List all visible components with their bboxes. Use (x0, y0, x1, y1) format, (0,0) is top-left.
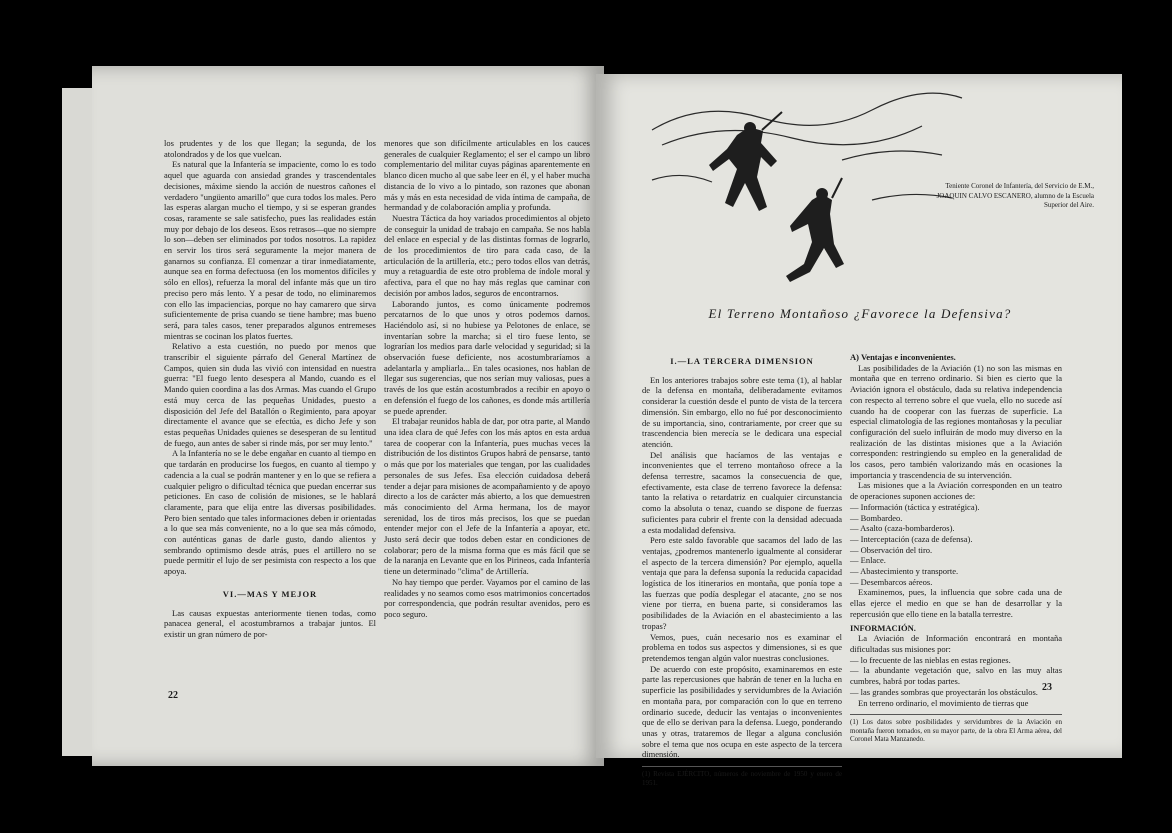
paragraph: El trabajar reunidos habla de dar, por otra parte, al Mando una idea clara de qué Jefes con los más aptos en esta ardua tarea de cooperar con la Infantería, pues muchas veces la distribución de los distintos Grupos habrá de pensarse, tanto o más que por los materiales que tengan, por las cualidades personales de sus Jefes. Esa elección cuidadosa deberá tender a dejar para misiones de acompañamiento y de apoyo directo a los de carácter más abierto, a los que demuestren más conocimiento del Arma hermana, los de mayor serenidad, los de tiros más precisos, los que se puedan entender mejor con el Jefe de la Infantería a apoyar, etc. Justo será decir que todos deben estar en condiciones de colaborar; pero de la misma forma que es más fácil que se de la naranja en Levante que en los Pirineos, cada Infantería tiene un determinado "clima" de Artillería. (384, 416, 590, 577)
list-item: — Interceptación (caza de defensa). (850, 533, 973, 544)
paragraph: Las misiones que a la Aviación corresponden en un teatro de operaciones suponen acciones de: (850, 480, 1062, 502)
section-heading: VI.—MAS Y MEJOR (222, 588, 318, 599)
list-item: — Abastecimiento y transporte. (850, 566, 959, 577)
article-title: El Terreno Montañoso ¿Favorece la Defensiva? (708, 306, 1012, 321)
author-credit: Teniente Coronel de Infantería, del Servicio de E.M., JOAQUIN CALVO ESCANERO, alumno de la Escuela Superior del Aire. (936, 182, 1094, 209)
list-item: — Enlace. (850, 555, 886, 566)
paragraph: Nuestra Táctica da hoy variados procedimientos al objeto de conseguir la unidad de trabajo en campaña. Se nos habla del enlace en especial y de las distintas formas de lograrlo, de los procedimientos de tiro para cada caso, de la articulación de la artillería, etc.; pero todos ellos van detrás, muy a retaguardia de este otro problema de índole moral y afectiva, para el que no hay más reglas que caminar con decisión por ambos lados, seguros de encontrarnos. (384, 212, 590, 298)
list-item: — Asalto (caza-bombarderos). (850, 523, 955, 534)
list-item: — Desembarcos aéreos. (850, 576, 933, 587)
list-item: — Bombardeo. (850, 512, 903, 523)
paragraph: menores que son difícilmente articulables en los cauces generales de cualquier Reglamento; el ser el campo un libro complementario del militar cuyas páginas aparentemente en blanco dicen mucho al que sabe leer en él, y el haber mucha distancia de lo vivo a lo pintado, son razones que abonan más y más en esta necesidad de vida íntima de campaña, de hermandad y de colaboración amplia y profunda. (384, 138, 590, 213)
soldiers-illustration (642, 90, 972, 280)
paragraph: Las causas expuestas anteriormente tienen todas, como panacea general, el acostumbrarnos a trabajar juntos. El existir un gran número de por- (164, 607, 376, 639)
footnote: (1) Los datos sobre posibilidades y servidumbres de la Aviación en montaña fueron tomados, en su mayor parte, de la obra El Arma aérea, del Coronel Mata Manzanedo. (850, 714, 1062, 744)
section-heading: I.—LA TERCERA DIMENSION (670, 356, 814, 366)
list-item: — lo frecuente de las nieblas en estas regiones. (850, 654, 1011, 665)
subsection-heading: INFORMACIÓN. (850, 622, 916, 633)
left-column-1 (164, 138, 376, 640)
info-list (850, 655, 1062, 698)
right-column-2 (850, 352, 1062, 744)
right-page (596, 74, 1122, 787)
left-page (92, 66, 604, 766)
paragraph: En terreno ordinario, el movimiento de tierras que (858, 697, 1029, 708)
paragraph: Es natural que la Infantería se impaciente, como lo es todo aquel que aguarda con ansiedad grandes y trascendentales decisiones, máxime siendo la acción de nuestros cañones el verdadero "ungüento amarillo" que cura todos los males. Pero las esperas alargan mucho el tiempo, y si se esperan grandes cosas, raramente se sale satisfecho, pues las realidades están muy por debajo de los deseos. Esos retrasos—que no siempre lo son—deben ser eliminados por todos nosotros. La rapidez en servir los tiros será seguramente la mejor manera de ganarnos su confianza. El comenzar a tirar inmediatamente, aunque sea en forma defectuosa (en los momentos difíciles y sólo en ellos), refuerza la moral del infante más que un tiro preciso pero más lento. Y a pesar de todo, no eliminaremos con ello las impaciencias, porque no hay camarero que sirva suficientemente de prisa cuando se tiene hambre; mas bueno será, para tales casos, tener preparados algunos entremeses mientras se cocinan los platos fuertes. (164, 159, 376, 341)
paragraph: Del análisis que hacíamos de las ventajas e inconvenientes que el terreno montañoso ofrece a la defensa terrestre, sacamos la consecuencia de que, efectivamente, esta clase de terreno favorece la defensa: tanto la relativa o retardatriz en cualquier circunstancia como la absoluta o tenaz, cuando se dispone de fuerzas suficientes para cubrir el frente con la densidad adecuada a esta modalidad defensiva. (642, 449, 842, 535)
left-column-2 (384, 138, 590, 620)
paragraph: No hay tiempo que perder. Vayamos por el camino de las realidades y no seamos como esos matrimonios concertados por correspondencia, que podrán resultar avenidos, pero es poco seguro. (384, 576, 590, 619)
paragraph: los prudentes y de los que llegan; la segunda, de los atolondrados y de los que vuelcan. (164, 138, 376, 159)
paragraph: Examinemos, pues, la influencia que sobre cada una de ellas ejerce el medio en que se han de desarrollar y la repercusión que ello tiene en la batalla terrestre. (850, 587, 1062, 619)
paragraph: En los anteriores trabajos sobre este tema (1), al hablar de la defensa en montaña, deliberadamente evitamos considerar la cuestión desde el punto de vista de la tercera dimensión. Sin embargo, ello no fué por desconocimiento de su importancia, sino, contrariamente, por creer que su trascendencia bien merecía se le dedicara una especial atención. (642, 374, 842, 449)
paragraph: La Aviación de Información encontrará en montaña dificultadas sus misiones por: (850, 633, 1062, 654)
right-column-1 (642, 356, 842, 787)
paragraph: De acuerdo con este propósito, examinaremos en este parte las repercusiones que habrán de tener en la lucha en superficie las posibilidades y servidumbres de la Aviación en montaña para, por comparación con lo que en terreno ordinario sucede, deducir las ventajas o inconvenientes que de ello se derivan para la defensa. Luego, ponderando unas y otras, trataremos de llegar a alguna conclusión sobre el tema que nos ocupa en este aspecto de la tercera dimensión. (642, 663, 842, 760)
subsection-heading: A) Ventajas e inconvenientes. (850, 352, 956, 362)
paragraph: Relativo a esta cuestión, no puedo por menos que transcribir el siguiente párrafo del General Martínez de Campos, quien sin duda las vivió con intensidad en nuestra guerra: "El fuego lento desespera al Mando, cuando es el Mando quien coordina a las dos Armas. Mas cuando el Grupo está muy cerca de las pequeñas Unidades, puesto a disposición del Jefe del Batallón o Regimiento, para apoyar directamente el avance que se efectúa, es dicho Jefe y son estas pequeñas Unidades quienes se desesperan de su lentitud de fuego, aun antes de saber si rinde más, por ser muy lento." (164, 341, 376, 448)
paragraph: Pero este saldo favorable que sacamos del lado de las ventajas, ¿podremos mantenerlo igualmente al considerar el aspecto de la tercera dimensión? Por ejemplo, aquella ventaja que para la defensa suponía la reducida capacidad logística de los itinerarios en montaña, que ponía tope a las fuerzas que podía desplegar el atacante, ¿no se nos viene por tierra, en buena parte, si consideramos las posibilidades de la Aviación en el abastecimiento a las tropas? (642, 535, 842, 631)
footnote: (1) Revista EJÉRCITO, números de noviembre de 1950 y enero de 1951. (642, 766, 842, 787)
list-item: — las grandes sombras que proyectarán los obstáculos. (850, 686, 1038, 697)
paragraph: Laborando juntos, es como únicamente podremos percatarnos de lo que unos y otros podemos darnos. Haciéndolo así, si no hubiese ya Pelotones de enlace, se inventarían sobre la marcha; si el tiro fuese lento, se lograrían los medios para darle velocidad y seguridad; si la observación fuese deficiente, nos acostumbraríamos a adelantarla y ampliarla... En tales ocasiones, nos hablan de llegar sus sugerencias, que nos serían muy valiosas, pues a través de los que están acostumbrados a recibir en apoyo o en defensión el fuego de los cañones, es donde más artillería se puede aprender. (384, 298, 590, 416)
page-number-right: 23 (1042, 682, 1052, 693)
paragraph: Las posibilidades de la Aviación (1) no son las mismas en montaña que en terreno ordinario. Si bien es cierto que la Aviación ignora el obstáculo, dada su relativa independencia con respecto al terreno sobre el que vuela, ello no sucede así cuando ha de cooperar con las fuerzas de superficie. La especial climatología de las regiones montañosas y la peculiar configuración del suelo influirán de modo muy diverso en la realización de las distintas misiones que a la Aviación corresponden: restringiendo su empleo en la generalidad de los casos, pero también valorizando más en ocasiones la importancia y trascendencia de su intervención. (850, 362, 1062, 480)
list-item: — la abundante vegetación que, salvo en las muy altas cumbres, habrá por todas partes. (850, 665, 1062, 687)
page-number-left: 22 (168, 690, 178, 701)
paragraph: Vemos, pues, cuán necesario nos es examinar el problema en todos sus aspectos y dimensiones, si es que pretendemos tengan algún valor nuestras conclusiones. (642, 631, 842, 663)
missions-list (850, 502, 1062, 588)
paragraph: A la Infantería no se le debe engañar en cuanto al tiempo en que tardarán en producirse los fuegos, en cuanto al tiempo y cadencia a la cual se podrán mantener y en lo que se refiera a cualquier peligro o dificultad técnica que puedan encerrar sus peticiones. En caso de colisión de misiones, se le hablará claramente, para que elija entre las diversas posibilidades. Pero bien sentado que tales informaciones deben ir orientadas a lo que sea más conveniente, no a lo que sea más cómodo, con auténticas ganas de darle gusto, dando alientos y sembrando optimismo desde atrás, pues el artillero no se puede permitir el lujo de ser pesimista con respecto a los que apoya. (164, 448, 376, 577)
list-item: — Observación del tiro. (850, 544, 933, 555)
list-item: — Información (táctica y estratégica). (850, 501, 980, 512)
